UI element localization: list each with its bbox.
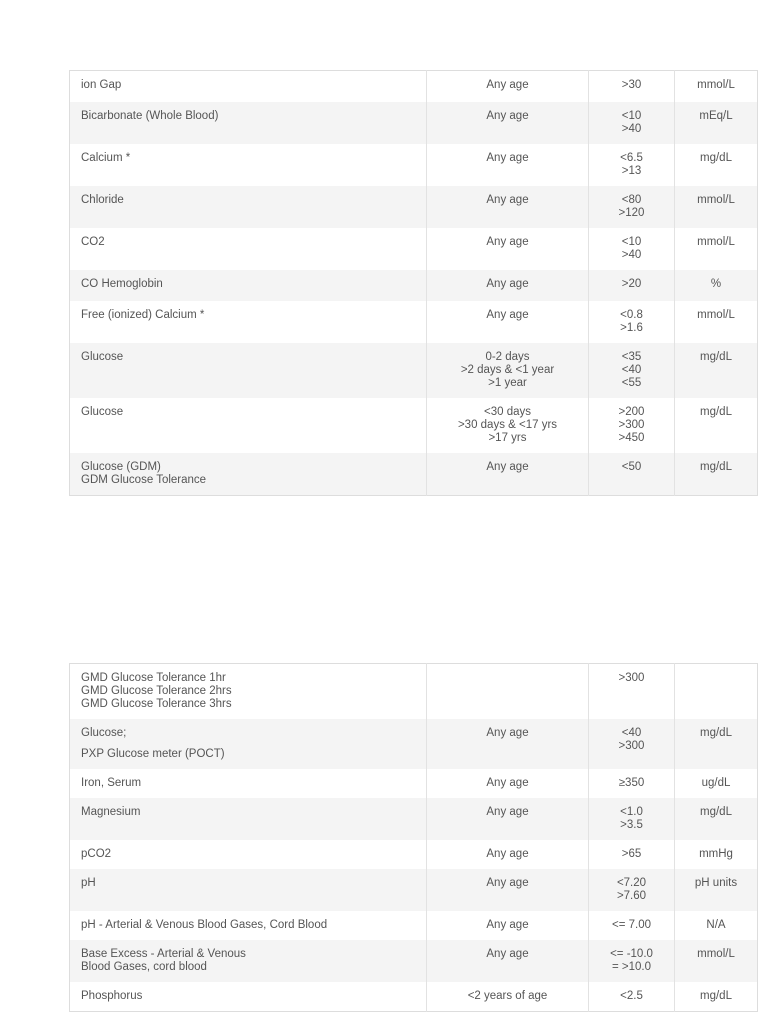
test-name-line: Bicarbonate (Whole Blood) bbox=[81, 110, 219, 122]
critical-value-line: >7.60 bbox=[616, 890, 647, 902]
critical-value-line: <7.20 bbox=[616, 877, 647, 889]
age-range-line: Any age bbox=[486, 919, 529, 931]
age-range-cell bbox=[427, 798, 589, 840]
age-range-line: <30 days bbox=[484, 406, 531, 418]
critical-value-line: ≥350 bbox=[618, 777, 645, 789]
critical-value-line: >120 bbox=[618, 207, 645, 219]
age-range-line: Any age bbox=[486, 806, 529, 818]
critical-value-line: <10 bbox=[621, 236, 642, 248]
critical-value-line: <80 bbox=[621, 194, 642, 206]
test-name-line: Glucose bbox=[81, 351, 124, 363]
unit-text: N/A bbox=[706, 919, 726, 931]
test-name-cell bbox=[70, 840, 427, 869]
critical-value-cell bbox=[589, 911, 675, 940]
critical-value-line: <50 bbox=[621, 461, 642, 473]
age-range-line: Any age bbox=[486, 309, 529, 321]
age-range-cell bbox=[427, 982, 589, 1012]
age-range-cell bbox=[427, 911, 589, 940]
test-name-line: CO2 bbox=[81, 236, 105, 248]
critical-value-line: <0.8 bbox=[620, 309, 643, 321]
test-name-cell bbox=[70, 769, 427, 798]
test-name-line: ion Gap bbox=[81, 79, 122, 91]
critical-value-line: >40 bbox=[621, 123, 642, 135]
critical-value-line: <35 bbox=[621, 351, 642, 363]
unit-text: pH units bbox=[694, 877, 738, 889]
age-range-line: 0-2 days bbox=[485, 351, 530, 363]
unit-text: mEq/L bbox=[699, 110, 733, 122]
critical-value-line: <6.5 bbox=[620, 152, 643, 164]
unit-text: mg/dL bbox=[700, 152, 732, 164]
test-name-cell bbox=[70, 719, 427, 769]
critical-value-line: >20 bbox=[621, 278, 642, 290]
age-range-line: >2 days & <1 year bbox=[460, 364, 555, 376]
age-range-cell bbox=[427, 869, 589, 911]
critical-value-line: >1.6 bbox=[620, 322, 643, 334]
age-range-line: <2 years of age bbox=[467, 990, 548, 1002]
critical-value-line: <40 bbox=[621, 364, 642, 376]
unit-text: mg/dL bbox=[700, 406, 732, 418]
test-name-line: GMD Glucose Tolerance 3hrs bbox=[81, 698, 232, 710]
table-row bbox=[70, 769, 758, 798]
age-range-line: Any age bbox=[486, 727, 529, 739]
unit-cell bbox=[675, 719, 758, 769]
test-name-line: Chloride bbox=[81, 194, 124, 206]
critical-value-line: <= 7.00 bbox=[611, 919, 651, 931]
test-name-line: pH - Arterial & Venous Blood Gases, Cord Blood bbox=[81, 919, 328, 931]
unit-text: mmol/L bbox=[697, 948, 735, 960]
unit-text: mg/dL bbox=[700, 727, 732, 739]
age-range-cell bbox=[427, 840, 589, 869]
unit-text: mmol/L bbox=[697, 309, 735, 321]
critical-value-line: >65 bbox=[621, 848, 642, 860]
critical-value-line: <40 bbox=[621, 727, 642, 739]
age-range-cell bbox=[427, 719, 589, 769]
critical-value-line: <= -10.0 bbox=[610, 948, 653, 960]
critical-value-line: >300 bbox=[618, 672, 645, 684]
age-range-line: Any age bbox=[486, 278, 529, 290]
unit-text: mmol/L bbox=[697, 236, 735, 248]
critical-value-cell bbox=[589, 664, 675, 720]
test-name-line: pCO2 bbox=[81, 848, 112, 860]
test-name-cell bbox=[70, 798, 427, 840]
test-name-cell bbox=[70, 911, 427, 940]
unit-cell bbox=[675, 798, 758, 840]
unit-text: mmHg bbox=[699, 848, 733, 860]
unit-cell bbox=[675, 869, 758, 911]
test-name-line: GMD Glucose Tolerance 2hrs bbox=[81, 685, 232, 697]
critical-values-table-bottom bbox=[69, 663, 758, 1012]
age-range-line: Any age bbox=[486, 777, 529, 789]
test-name-line: Phosphorus bbox=[81, 990, 143, 1002]
critical-value-cell bbox=[589, 840, 675, 869]
test-name-line: Magnesium bbox=[81, 806, 141, 818]
critical-value-cell bbox=[589, 982, 675, 1012]
critical-value-line: <10 bbox=[621, 110, 642, 122]
critical-value-cell bbox=[589, 869, 675, 911]
test-name-line: Base Excess - Arterial & Venous bbox=[81, 948, 246, 960]
test-name-line: Glucose (GDM) bbox=[81, 461, 161, 473]
critical-value-line: >300 bbox=[618, 419, 645, 431]
unit-cell bbox=[675, 664, 758, 720]
critical-value-line: <55 bbox=[621, 377, 642, 389]
critical-value-line: >40 bbox=[621, 249, 642, 261]
critical-value-line: >450 bbox=[618, 432, 645, 444]
age-range-line: Any age bbox=[486, 461, 529, 473]
critical-value-cell bbox=[589, 798, 675, 840]
unit-text: mmol/L bbox=[697, 194, 735, 206]
age-range-line: Any age bbox=[486, 110, 529, 122]
table-row bbox=[70, 982, 758, 1012]
critical-value-line: <2.5 bbox=[620, 990, 643, 1002]
age-range-line: Any age bbox=[486, 877, 529, 889]
unit-cell bbox=[675, 940, 758, 982]
age-range-line: Any age bbox=[486, 194, 529, 206]
unit-text: ug/dL bbox=[701, 777, 731, 789]
unit-text: mmol/L bbox=[697, 79, 735, 91]
critical-value-line: >30 bbox=[621, 79, 642, 91]
test-name-line: Blood Gases, cord blood bbox=[81, 961, 207, 973]
age-range-line: Any age bbox=[486, 236, 529, 248]
age-range-line: >30 days & <17 yrs bbox=[457, 419, 558, 431]
test-name-cell bbox=[70, 664, 427, 720]
critical-value-line: >300 bbox=[618, 740, 645, 752]
age-range-line: Any age bbox=[486, 152, 529, 164]
age-range-line: Any age bbox=[486, 948, 529, 960]
age-range-cell bbox=[427, 769, 589, 798]
test-name-cell bbox=[70, 940, 427, 982]
unit-cell bbox=[675, 982, 758, 1012]
age-range-cell bbox=[427, 664, 589, 720]
critical-value-line: = >10.0 bbox=[611, 961, 651, 973]
unit-cell bbox=[675, 769, 758, 798]
critical-value-line: >200 bbox=[618, 406, 645, 418]
table-row bbox=[70, 664, 758, 720]
table-row bbox=[70, 840, 758, 869]
test-name-line: pH bbox=[81, 877, 96, 889]
unit-cell bbox=[675, 911, 758, 940]
age-range-line: Any age bbox=[486, 848, 529, 860]
critical-value-line: >3.5 bbox=[620, 819, 643, 831]
test-name-line: Calcium * bbox=[81, 152, 131, 164]
unit-text: mg/dL bbox=[700, 806, 732, 818]
unit-text: mg/dL bbox=[700, 351, 732, 363]
test-name-line: Glucose bbox=[81, 406, 124, 418]
age-range-cell bbox=[427, 940, 589, 982]
test-name-line: PXP Glucose meter (POCT) bbox=[81, 748, 225, 760]
test-name-line: CO Hemoglobin bbox=[81, 278, 163, 290]
table-row bbox=[70, 911, 758, 940]
age-range-line: >17 yrs bbox=[488, 432, 527, 444]
unit-text: mg/dL bbox=[700, 990, 732, 1002]
table-row bbox=[70, 940, 758, 982]
critical-value-cell bbox=[589, 719, 675, 769]
unit-text: % bbox=[710, 278, 722, 290]
test-name-line: Iron, Serum bbox=[81, 777, 142, 789]
critical-value-cell bbox=[589, 769, 675, 798]
critical-value-cell bbox=[589, 940, 675, 982]
table-row bbox=[70, 798, 758, 840]
test-name-line: Free (ionized) Calcium * bbox=[81, 309, 205, 321]
test-name-cell bbox=[70, 869, 427, 911]
age-range-line: Any age bbox=[486, 79, 529, 91]
unit-cell bbox=[675, 840, 758, 869]
critical-value-line: >13 bbox=[621, 165, 642, 177]
test-name-line: Glucose; bbox=[81, 727, 127, 739]
age-range-line: >1 year bbox=[488, 377, 527, 389]
test-name-line: GMD Glucose Tolerance 1hr bbox=[81, 672, 226, 684]
table-row bbox=[70, 719, 758, 769]
test-name-line: GDM Glucose Tolerance bbox=[81, 474, 207, 486]
test-name-cell bbox=[70, 982, 427, 1012]
unit-text: mg/dL bbox=[700, 461, 732, 473]
table-row bbox=[70, 869, 758, 911]
critical-value-line: <1.0 bbox=[620, 806, 643, 818]
